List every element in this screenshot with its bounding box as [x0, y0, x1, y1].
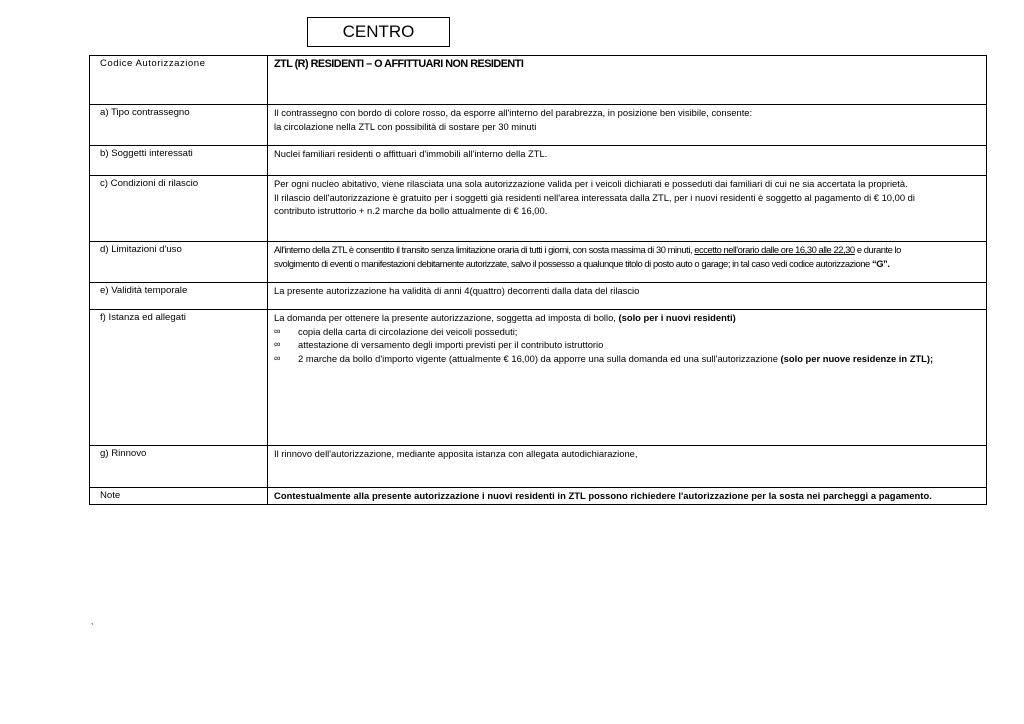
- row-label: f) Istanza ed allegati: [90, 310, 268, 446]
- content-line: Il rilascio dell'autorizzazione è gratuito per i soggetti già residenti nell'area interessata dalla ZTL, per i nuovi residenti è soggetto al pagamento di € 10,00 di: [274, 191, 915, 203]
- content-line: contributo istruttorio + n.2 marche da bollo attualmente di € 16,00.: [274, 205, 548, 216]
- row-content: [268, 310, 987, 446]
- table-row: [90, 242, 987, 283]
- bold-text: “G”.: [871, 257, 890, 269]
- row-label: e) Validità temporale: [90, 283, 268, 310]
- underlined-text: eccetto nell'orario dalle ore 16,30 alle 22,30: [694, 244, 855, 255]
- bold-text: (solo per i nuovi residenti): [618, 312, 736, 323]
- content-text: e durante lo: [854, 244, 901, 255]
- page-title-box: [307, 17, 450, 47]
- note-text: Contestualmente alla presente autorizzazione i nuovi residenti in ZTL possono richiedere l'autorizzazione per la sosta nei parcheggi a pagamento.: [274, 490, 932, 501]
- content-line: la circolazione nella ZTL con possibilità di sostare per 30 minuti: [274, 120, 537, 132]
- footer-mark: ,: [91, 617, 94, 626]
- row-label: g) Rinnovo: [90, 446, 268, 488]
- authorization-table: [89, 55, 987, 505]
- row-label: d) Limitazioni d'uso: [90, 242, 268, 283]
- row-content: [268, 56, 987, 105]
- table-row: [90, 56, 987, 105]
- table-row: [90, 176, 987, 242]
- content-line: [274, 243, 986, 257]
- row-label: c) Condizioni di rilascio: [90, 176, 268, 242]
- infinity-bullet-icon: ∞: [274, 339, 281, 349]
- row-content: [268, 146, 987, 176]
- list-item-text: copia della carta di circolazione dei veicoli posseduti;: [298, 325, 518, 337]
- content-line: Per ogni nucleo abitativo, viene rilasciata una sola autorizzazione valida per i veicoli dichiarati e posseduti dai familiari di cui ne sia accertata la proprietà.: [274, 178, 908, 189]
- row-label: Note: [90, 488, 268, 505]
- table-row: [90, 105, 987, 146]
- infinity-bullet-icon: ∞: [274, 325, 281, 336]
- bold-text: (solo per nuove residenze in ZTL);: [780, 352, 934, 364]
- row-content: [268, 283, 987, 310]
- content-line: Nuclei familiari residenti o affittuari d'immobili all'interno della ZTL.: [274, 148, 548, 159]
- row-content: [268, 488, 987, 505]
- list-item: [274, 352, 986, 366]
- content-text: All'interno della ZTL è consentito il transito senza limitazione oraria di tutti i giorni, con sosta massima di 30 minuti,: [274, 244, 695, 255]
- row-label: Codice Autorizzazione: [90, 56, 268, 105]
- row-label: a) Tipo contrassegno: [90, 105, 268, 146]
- list-item-text: 2 marche da bollo d'importo vigente (attualmente € 16,00) da apporre una sulla domanda ed una sull'autorizzazione: [298, 352, 781, 364]
- content-text: La domanda per ottenere la presente autorizzazione, soggetta ad imposta di bollo,: [274, 312, 619, 323]
- table-row: [90, 446, 987, 488]
- authorization-title: ZTL (R) RESIDENTI – O AFFITTUARI NON RESIDENTI: [274, 58, 524, 70]
- row-content: [268, 105, 987, 146]
- table-row: [90, 146, 987, 176]
- content-line: Il contrassegno con bordo di colore rosso, da esporre all'interno del parabrezza, in posizione ben visibile, consente:: [274, 107, 753, 118]
- attachments-list: [274, 325, 986, 366]
- table-row: [90, 283, 987, 310]
- row-content: [268, 176, 987, 242]
- page-title: CENTRO: [342, 22, 415, 41]
- content-line: La presente autorizzazione ha validità di anni 4(quattro) decorrenti dalla data del rilascio: [274, 285, 640, 296]
- list-item-text: attestazione di versamento degli importi previsti per il contributo istruttorio: [298, 339, 604, 350]
- content-line: [274, 311, 986, 325]
- row-label: b) Soggetti interessati: [90, 146, 268, 176]
- list-item: [274, 325, 986, 339]
- content-text: svolgimento di eventi o manifestazioni debitamente autorizzate, salvo il possesso a qualunque titolo di posto auto o garage; in tal caso vedi codice autorizzazione: [274, 257, 872, 269]
- content-line: [274, 257, 986, 271]
- row-content: [268, 242, 987, 283]
- table-row: [90, 488, 987, 505]
- table-row: [90, 310, 987, 446]
- infinity-bullet-icon: ∞: [274, 352, 281, 363]
- row-content: [268, 446, 987, 488]
- list-item: [274, 338, 986, 352]
- content-line: Il rinnovo dell'autorizzazione, mediante apposita istanza con allegata autodichiarazione,: [274, 448, 638, 459]
